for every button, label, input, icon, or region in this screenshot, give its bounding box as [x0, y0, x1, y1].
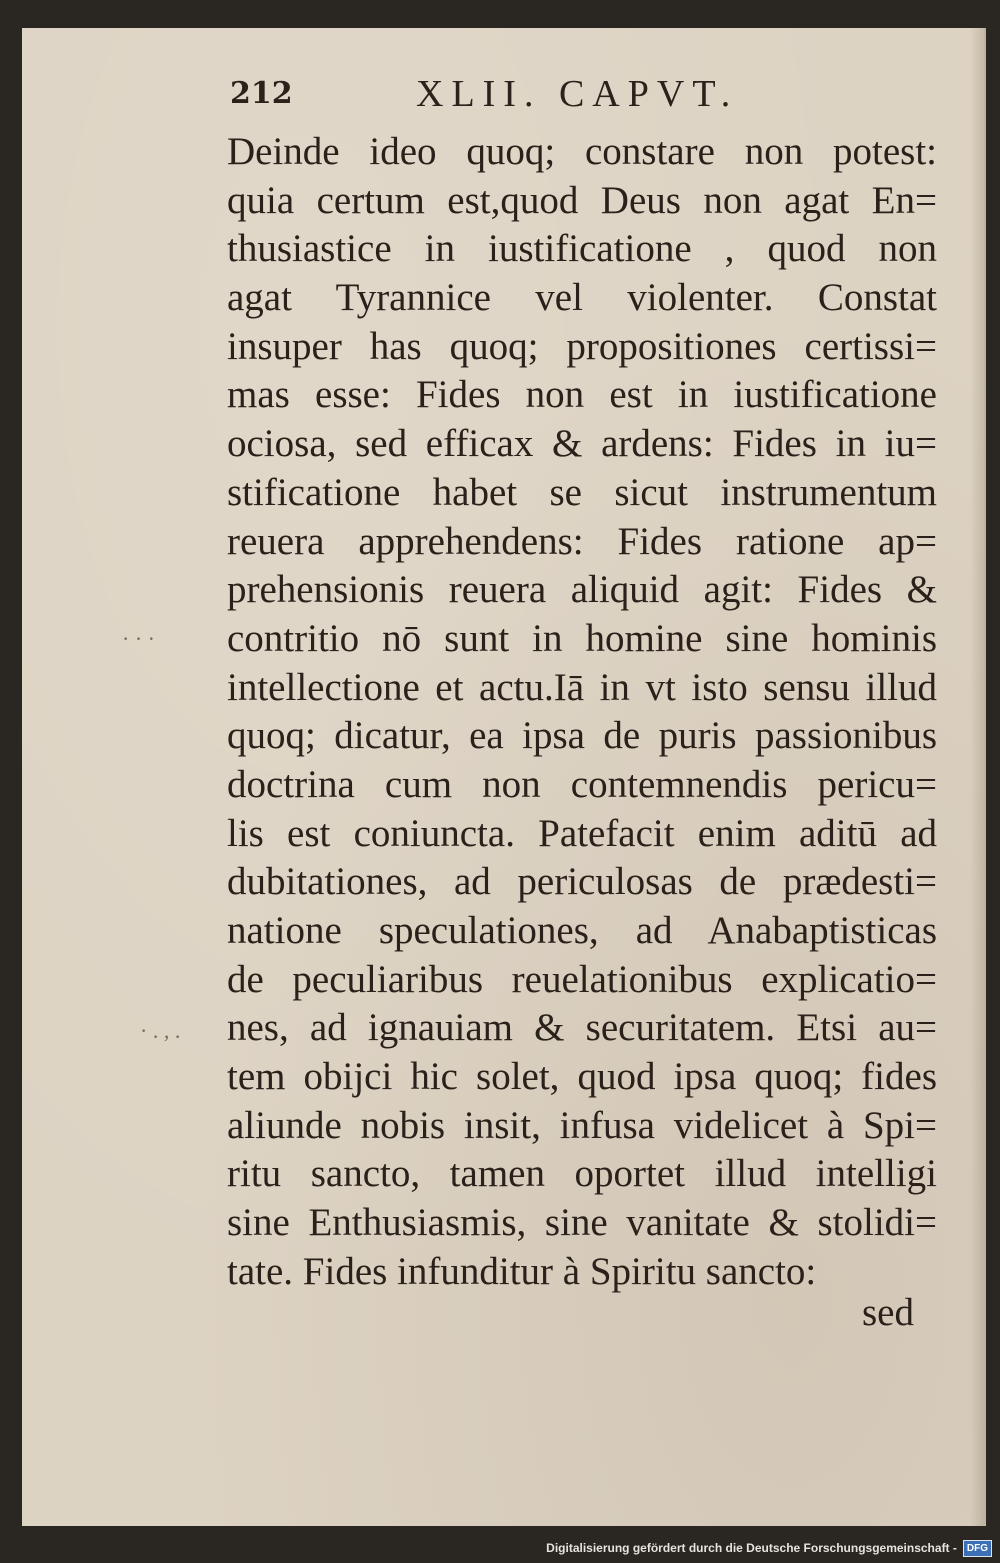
text-line: sine Enthusiasmis, sine vanitate & stolidi=	[227, 1201, 937, 1245]
text-line: ociosa, sed efficax & ardens: Fides in iu=	[227, 422, 937, 466]
text-line: nes, ad ignauiam & securitatem. Etsi au=	[227, 1006, 937, 1050]
text-line: mas esse: Fides non est in iustificatione	[227, 373, 937, 417]
running-head	[230, 72, 790, 116]
text-line: quoq; dicatur, ea ipsa de puris passionibus	[227, 714, 937, 758]
text-line: dubitationes, ad periculosas de prædesti=	[227, 860, 937, 904]
page-number: 212	[230, 76, 293, 111]
text-line: doctrina cum non contemnendis pericu=	[227, 762, 937, 806]
text-line: aliunde nobis insit, infusa videlicet à Spi=	[227, 1103, 937, 1147]
text-line: contritio nō sunt in homine sine hominis	[227, 616, 937, 660]
footer-credit: Digitalisierung gefördert durch die Deutsche Forschungsgemeinschaft -	[546, 1541, 957, 1555]
text-line: stificatione habet se sicut instrumentum	[227, 470, 937, 514]
text-line: agat Tyrannice vel violenter. Constat	[227, 276, 937, 320]
text-line: thusiastice in iustificatione , quod non	[227, 227, 937, 271]
text-line: lis est coniuncta. Patefacit enim aditū ad	[227, 811, 937, 855]
margin-dots-mark: · . , .	[140, 1018, 181, 1043]
text-line: Deinde ideo quoq; constare non potest:	[227, 130, 937, 173]
catchword: sed	[862, 1291, 914, 1334]
margin-dots-mark: · · ·	[122, 626, 155, 651]
digitization-footer	[546, 1537, 992, 1559]
text-line: insuper has quoq; propositiones certissi=	[227, 324, 937, 368]
text-line: ritu sancto, tamen oportet illud intelligi	[227, 1152, 937, 1196]
chapter-title: XLII. CAPVT.	[416, 73, 739, 115]
dfg-logo: DFG	[963, 1540, 992, 1557]
text-line: reuera apprehendens: Fides ratione ap=	[227, 519, 937, 563]
text-line: natione speculationes, ad Anabaptisticas	[227, 909, 937, 952]
text-line: prehensionis reuera aliquid agit: Fides &	[227, 568, 937, 612]
text-line: tate. Fides infunditur à Spiritu sancto:	[227, 1249, 817, 1293]
text-line: intellectione et actu.Iā in vt isto sensu illud	[227, 665, 937, 709]
body-text	[227, 128, 937, 1297]
text-line: de peculiaribus reuelationibus explicatio=	[227, 957, 937, 1001]
text-line: tem obijci hic solet, quod ipsa quoq; fides	[227, 1055, 937, 1099]
text-line: quia certum est,quod Deus non agat En=	[227, 178, 937, 222]
page-edge-shadow	[970, 28, 984, 1526]
book-page	[22, 28, 986, 1526]
